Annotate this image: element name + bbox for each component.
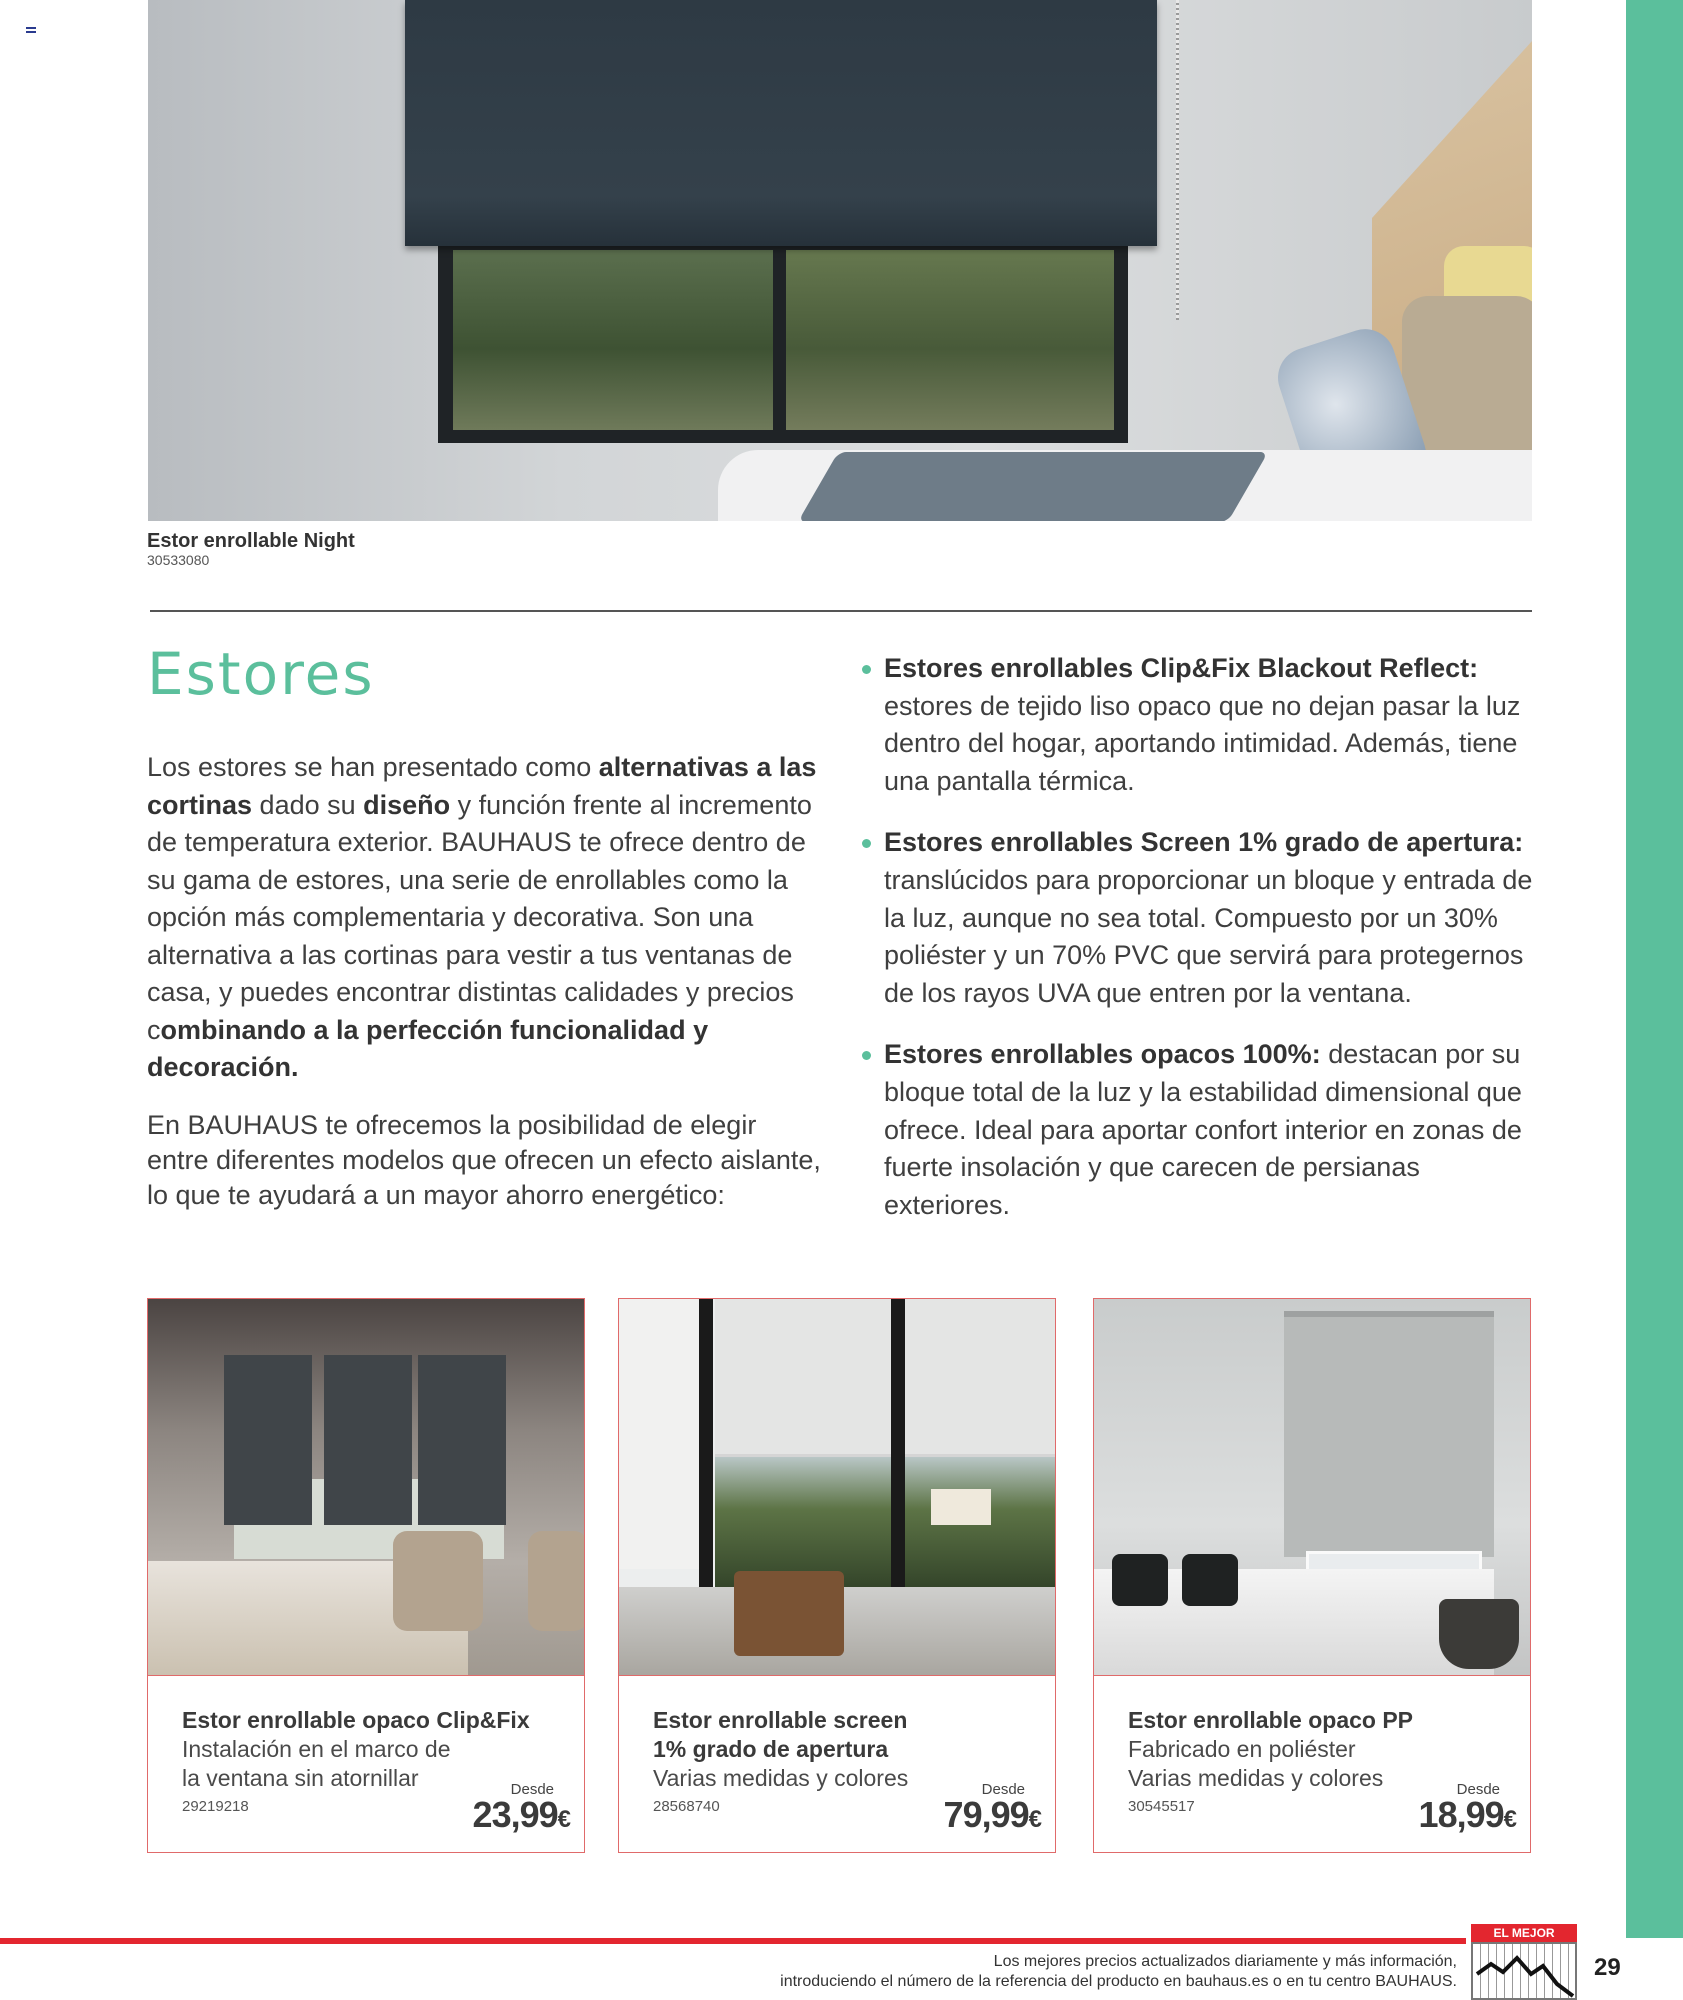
product-name: Estor enrollable opaco Clip&Fix	[182, 1707, 530, 1733]
product-desc: Varias medidas y colores	[1128, 1765, 1384, 1791]
product-desc: Fabricado en poliéster	[1128, 1736, 1356, 1762]
hero-caption-ref: 30533080	[147, 552, 210, 568]
price-trend-icon	[1471, 1942, 1577, 2000]
product-card[interactable]	[618, 1298, 1056, 1853]
feature-list	[862, 650, 1542, 1248]
product-card[interactable]	[147, 1298, 585, 1853]
second-paragraph: En BAUHAUS te ofrecemos la posibilidad de elegir entre diferentes modelos que ofrecen un efecto aislante, lo que te ayudará a un mayor ahorro energético:	[147, 1110, 821, 1210]
hero-photo	[148, 0, 1532, 521]
section-title: Estores	[147, 640, 375, 708]
product-desc: la ventana sin atornillar	[182, 1765, 419, 1791]
product-ref: 29219218	[182, 1798, 249, 1815]
product-ref: 28568740	[653, 1798, 720, 1815]
product-card[interactable]	[1093, 1298, 1531, 1853]
product-ref: 30545517	[1128, 1798, 1195, 1815]
hero-caption-title: Estor enrollable Night	[147, 530, 355, 552]
product-price: 18,99€	[1418, 1794, 1516, 1835]
side-color-band	[1626, 0, 1683, 1938]
footer-rule	[0, 1938, 1466, 1944]
badge-label: EL MEJOR	[1471, 1924, 1577, 1942]
product-photo	[1094, 1299, 1530, 1676]
product-desc: Instalación en el marco de	[182, 1736, 451, 1762]
page-number: 29	[1594, 1954, 1621, 1981]
feature-item: Estores enrollables Screen 1% grado de apertura: translúcidos para proporcionar un bloque y entrada de la luz, aunque no sea total. Compuesto por un 30% poliéster y un 70% PVC que servirá para protegernos de los rayos UVA que entren por la ventana.	[862, 824, 1542, 1012]
product-photo	[619, 1299, 1055, 1676]
product-name: Estor enrollable opaco PP	[1128, 1707, 1414, 1733]
price-from-label: Desde	[981, 1781, 1025, 1798]
feature-item: Estores enrollables opacos 100%: destacan por su bloque total de la luz y la estabilidad dimensional que ofrece. Ideal para aportar confort interior en zonas de fuerte insolación y que carecen de persianas exteriores.	[862, 1036, 1542, 1224]
price-from-label: Desde	[510, 1781, 554, 1798]
product-desc: Varias medidas y colores	[653, 1765, 909, 1791]
price-from-label: Desde	[1456, 1781, 1500, 1798]
product-price: 23,99€	[472, 1794, 570, 1835]
corner-flag-mark	[26, 27, 36, 35]
footer-note: Los mejores precios actualizados diariamente y más información, introduciendo el número de la referencia del producto en bauhaus.es o en tu centro BAUHAUS.	[780, 1953, 1457, 1990]
intro-paragraph: Los estores se han presentado como alternativas a las cortinas dado su diseño y función frente al incremento de temperatura exterior. BAUHAUS te ofrece dentro de su gama de estores, una serie de enrollables como la opción más complementaria y decorativa. Son una alternativa a las cortinas para vestir a tus ventanas de casa, y puedes encontrar distintas calidades y precios combinando a la perfección funcionalidad y decoración.	[147, 752, 817, 1082]
product-name: Estor enrollable screen	[653, 1707, 908, 1733]
feature-item: Estores enrollables Clip&Fix Blackout Reflect: estores de tejido liso opaco que no dejan pasar la luz dentro del hogar, aportando intimidad. Además, tiene una pantalla térmica.	[862, 650, 1542, 800]
product-price: 79,99€	[943, 1794, 1041, 1835]
product-subname: 1% grado de apertura	[653, 1736, 889, 1762]
best-price-badge	[1471, 1924, 1577, 2000]
product-photo	[148, 1299, 584, 1676]
section-divider	[150, 610, 1532, 612]
hero-caption	[147, 530, 355, 568]
